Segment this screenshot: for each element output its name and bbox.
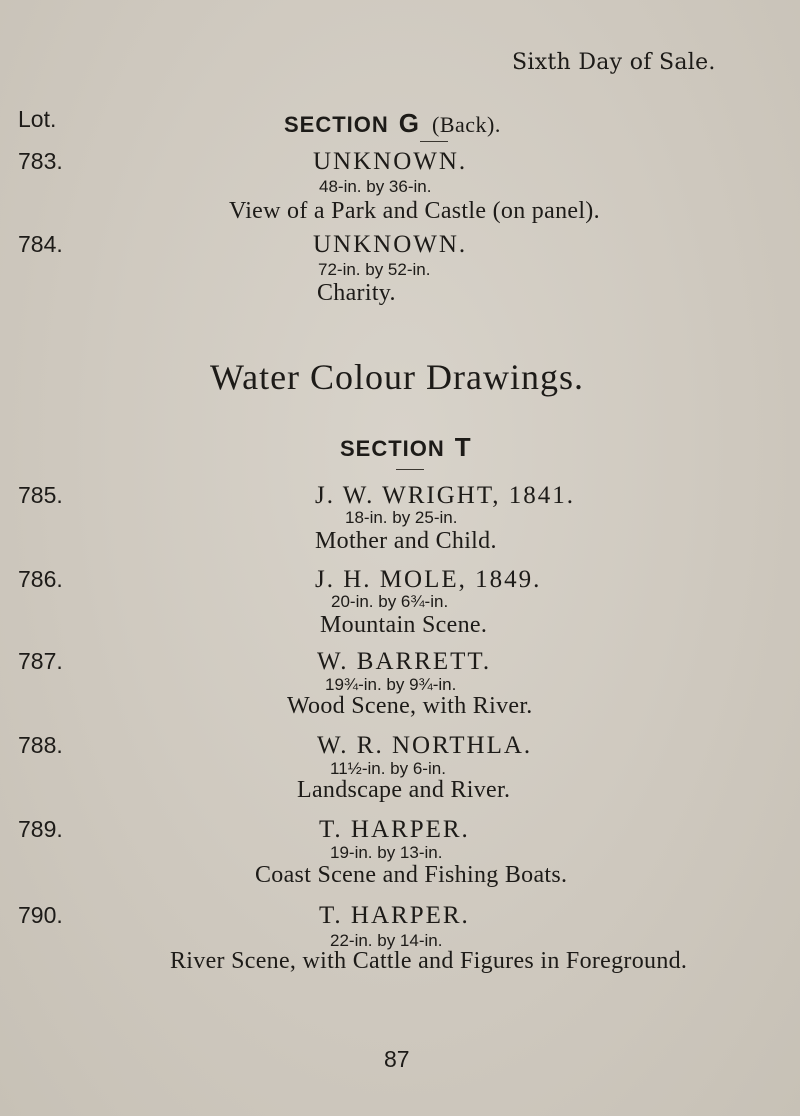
lot-column-header: Lot. [18, 106, 57, 132]
lot-dimensions: 72-in. by 52-in. [318, 260, 431, 279]
page-number: 87 [384, 1046, 410, 1072]
lot-number: 790. [18, 902, 63, 928]
section-g-heading [284, 108, 501, 139]
lot-artist: W. BARRETT. [317, 648, 492, 675]
lot-title: Landscape and River. [297, 777, 511, 803]
lot-title: River Scene, with Cattle and Figures in Foreground. [170, 948, 688, 974]
lot-title: Coast Scene and Fishing Boats. [255, 862, 568, 888]
section-label: SECTION [284, 112, 389, 137]
lot-number: 783. [18, 148, 63, 174]
lot-dimensions: 18-in. by 25-in. [345, 508, 458, 527]
lot-number: 785. [18, 482, 63, 508]
section-t-heading [340, 432, 472, 463]
lot-artist: J. H. MOLE, 1849. [315, 566, 542, 593]
section-t-rule [396, 469, 424, 470]
lot-dimensions: 20-in. by 6¾-in. [331, 592, 449, 611]
lot-dimensions: 19-in. by 13-in. [330, 843, 443, 862]
lot-artist: UNKNOWN. [313, 231, 468, 258]
lot-number: 786. [18, 566, 63, 592]
lot-title: Mountain Scene. [320, 612, 488, 638]
section-label: SECTION [340, 436, 445, 461]
lot-number: 787. [18, 648, 63, 674]
lot-artist: W. R. NORTHLA. [317, 732, 533, 759]
lot-artist: T. HARPER. [319, 902, 470, 929]
section-g-rule [420, 141, 448, 142]
lot-title: Wood Scene, with River. [287, 693, 533, 719]
lot-artist: T. HARPER. [319, 816, 470, 843]
lot-dimensions: 48-in. by 36-in. [319, 177, 432, 196]
section-letter: T [454, 432, 472, 462]
page-heading: Water Colour Drawings. [210, 357, 585, 397]
lot-number: 789. [18, 816, 63, 842]
lot-number: 788. [18, 732, 63, 758]
lot-dimensions: 19¾-in. by 9¾-in. [325, 675, 457, 694]
lot-title: View of a Park and Castle (on panel). [229, 198, 600, 224]
lot-title: Mother and Child. [315, 528, 497, 554]
lot-artist: J. W. WRIGHT, 1841. [315, 482, 575, 509]
section-letter: G [398, 108, 421, 138]
running-head: Sixth Day of Sale. [512, 50, 716, 75]
lot-number: 784. [18, 231, 63, 257]
lot-dimensions: 22-in. by 14-in. [330, 931, 443, 950]
lot-artist: UNKNOWN. [313, 148, 468, 175]
lot-title: Charity. [317, 280, 396, 306]
lot-dimensions: 11½-in. by 6-in. [330, 759, 446, 778]
section-qualifier: (Back). [432, 112, 501, 137]
